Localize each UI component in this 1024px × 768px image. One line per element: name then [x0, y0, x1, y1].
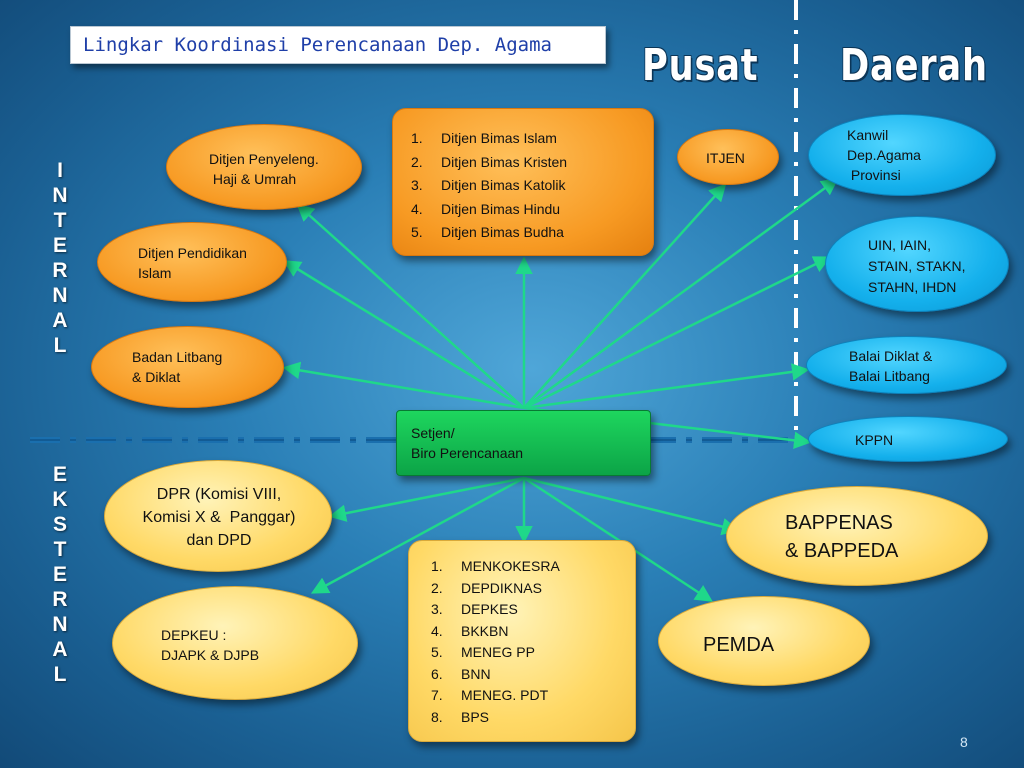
node-ditjen-bimas [392, 108, 654, 256]
node-badan-litbang [91, 326, 284, 408]
node-label: ITJEN [706, 150, 745, 166]
node-label: Badan Litbang & Diklat [132, 349, 223, 385]
side-letter: N [52, 613, 68, 636]
node-label: KPPN [855, 432, 894, 448]
list-item: 4. Ditjen Bimas Hindu [411, 200, 561, 217]
node-balai [806, 336, 1007, 394]
list-item: 2. DEPDIKNAS [431, 579, 542, 596]
node-label: Ditjen Pendidikan Islam [138, 245, 247, 281]
node-depkeu [112, 586, 358, 700]
side-letter: I [57, 159, 63, 182]
page-number: 8 [960, 734, 968, 750]
side-label-internal [42, 158, 78, 358]
connector-arrow [286, 368, 524, 408]
node-setjen-hub [396, 410, 651, 476]
side-letter: E [52, 463, 67, 486]
list-item: 6. BNN [431, 665, 491, 682]
list-item: 3. Ditjen Bimas Katolik [411, 177, 566, 193]
node-itjen [677, 129, 779, 185]
list-item: 1. Ditjen Bimas Islam [411, 130, 557, 146]
side-letter: E [52, 234, 67, 257]
list-item: 8. BPS [431, 708, 490, 725]
region-label-pusat: Pusat [642, 40, 759, 91]
connector-arrow [524, 258, 828, 408]
side-letter: T [53, 209, 67, 232]
node-label: BAPPENAS & BAPPEDA [785, 512, 899, 562]
side-letter: L [53, 334, 67, 357]
list-item: 7. MENEG. PDT [431, 687, 549, 703]
kementerian-list [431, 556, 560, 728]
node-label: Setjen/ Biro Perencanaan [411, 425, 524, 461]
list-item: 5. Ditjen Bimas Budha [411, 224, 564, 240]
side-letter: L [53, 663, 67, 686]
list-item: 2. Ditjen Bimas Kristen [411, 153, 568, 170]
side-letter: R [52, 588, 68, 611]
node-bappenas [726, 486, 988, 586]
side-letter: N [52, 284, 68, 307]
node-label: PEMDA [703, 634, 775, 656]
region-label-daerah: Daerah [840, 40, 988, 91]
node-label: DPR (Komisi VIII, Komisi X & Panggar) dan DPD [142, 486, 296, 549]
side-letter: A [52, 638, 68, 661]
connector-arrow [286, 262, 524, 408]
side-letter: R [52, 259, 68, 282]
side-letter: E [52, 563, 67, 586]
side-letter: K [52, 488, 68, 511]
side-label-eksternal [42, 462, 78, 687]
node-pemda [658, 596, 870, 686]
node-kementerian [408, 540, 636, 742]
list-item: 5. MENEG PP [431, 644, 535, 660]
bimas-list [411, 127, 567, 245]
node-label: DEPKEU : DJAPK & DJPB [161, 627, 260, 663]
node-label: Ditjen Penyeleng. Haji & Umrah [209, 151, 319, 187]
connector-arrow [524, 478, 736, 530]
node-label: Kanwil Dep.Agama Provinsi [847, 127, 921, 183]
node-uin-iain [825, 216, 1009, 312]
side-letter: S [52, 513, 67, 536]
node-kppn [808, 416, 1008, 462]
list-item: 1. MENKOKESRA [431, 558, 560, 574]
node-ditjen-haji [166, 124, 362, 210]
list-item: 3. DEPKES [431, 601, 518, 617]
node-kanwil [808, 114, 996, 196]
slide-title: Lingkar Koordinasi Perencanaan Dep. Agama [70, 26, 606, 64]
node-dpr [104, 460, 332, 572]
side-letter: T [53, 538, 67, 561]
side-letter: N [52, 184, 68, 207]
node-label: UIN, IAIN, STAIN, STAKN, STAHN, IHDN [868, 237, 966, 295]
list-item: 4. BKKBN [431, 622, 509, 639]
side-letter: A [52, 309, 68, 332]
node-label: Balai Diklat & Balai Litbang [849, 348, 933, 384]
connector-arrow [332, 478, 524, 516]
node-ditjen-pendidikan [97, 222, 287, 302]
